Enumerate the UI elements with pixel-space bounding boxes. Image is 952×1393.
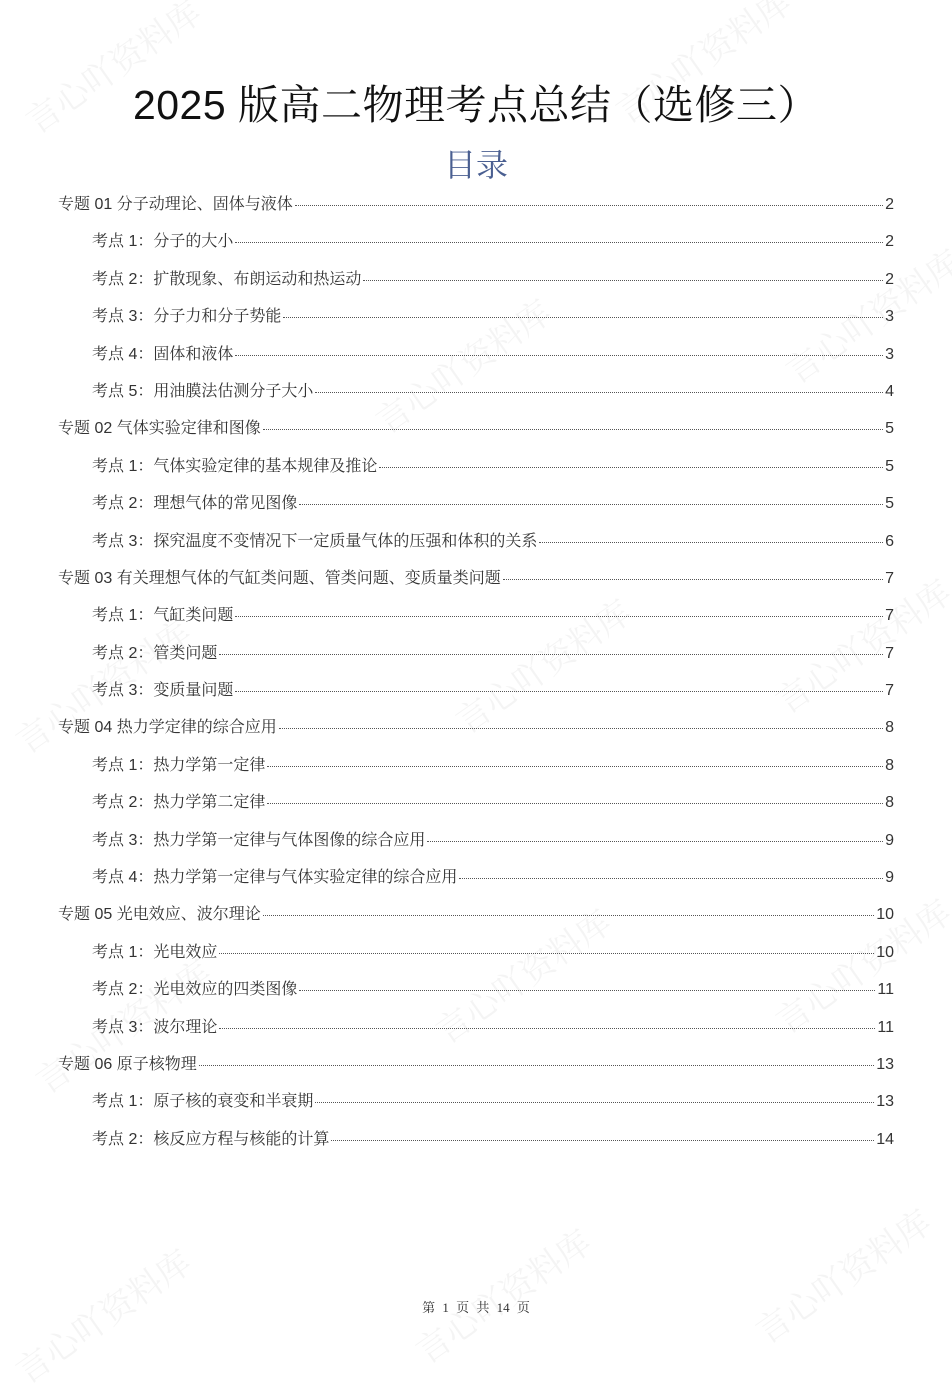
toc-entry-page: 11 [877,981,894,999]
toc-entry-label: 考点 4：热力学第一定律与气体实验定律的综合应用 [92,869,458,887]
toc-entry-page: 9 [885,831,894,849]
toc-entry-page: 14 [876,1130,894,1148]
toc-point-entry[interactable] [58,1126,894,1163]
toc-entry-page: 13 [876,1093,894,1111]
toc-entry-page: 8 [885,794,894,812]
toc-point-entry[interactable] [58,864,894,901]
toc-entry-label: 考点 3：分子力和分子势能 [92,308,282,326]
toc-entry-label: 考点 1：热力学第一定律 [92,756,266,774]
toc-entry-page: 6 [885,532,894,550]
dot-leader [199,1065,875,1066]
toc-entry-page: 7 [885,682,894,700]
watermark [404,1216,599,1373]
toc-entry-label: 考点 1：原子核的衰变和半衰期 [92,1093,314,1111]
toc-point-entry[interactable] [58,266,894,303]
toc-entry-page: 2 [885,196,894,213]
toc-entry-label: 考点 2：管类问题 [92,644,218,662]
dot-leader [363,280,883,281]
toc-entry-page: 3 [885,308,894,326]
toc-point-entry[interactable] [58,528,894,565]
toc-entry-label: 专题 02 气体实验定律和图像 [58,420,261,438]
toc-topic-entry[interactable] [58,714,894,751]
toc-point-entry[interactable] [58,602,894,639]
toc-entry-page: 8 [885,719,894,737]
toc-entry-label: 考点 2：热力学第二定律 [92,794,266,812]
dot-leader [219,1028,875,1029]
toc-topic-entry[interactable] [58,415,894,452]
dot-leader [299,504,883,505]
toc-entry-page: 7 [885,644,894,662]
toc-entry-page: 7 [885,607,894,625]
toc-point-entry[interactable] [58,789,894,826]
toc-topic-entry[interactable] [58,191,894,228]
toc-entry-label: 考点 2：核反应方程与核能的计算 [92,1130,330,1148]
toc-heading: 目录 [443,147,508,183]
toc-point-entry[interactable] [58,939,894,976]
toc-point-entry[interactable] [58,640,894,677]
toc-entry-page: 2 [885,233,894,251]
toc-point-entry[interactable] [58,1088,894,1125]
dot-leader [295,205,883,206]
dot-leader [315,392,883,393]
toc-entry-page: 4 [885,382,894,400]
toc-entry-page: 7 [885,569,894,587]
dot-leader [283,317,883,318]
dot-leader [235,242,883,243]
toc-entry-page: 5 [885,457,894,475]
dot-leader [235,355,883,356]
toc-entry-label: 考点 1：分子的大小 [92,233,234,251]
toc-entry-page: 8 [885,756,894,774]
dot-leader [315,1102,874,1103]
toc-point-entry[interactable] [58,341,894,378]
toc-entry-label: 考点 4：固体和液体 [92,345,234,363]
toc-point-entry[interactable] [58,228,894,265]
toc-entry-label: 考点 1：光电效应 [92,943,218,961]
toc-entry-page: 13 [876,1055,894,1073]
dot-leader [279,728,883,729]
toc-point-entry[interactable] [58,490,894,527]
toc-entry-label: 考点 3：变质量问题 [92,682,234,700]
dot-leader [219,953,874,954]
toc-point-entry[interactable] [58,677,894,714]
toc-point-entry[interactable] [58,752,894,789]
dot-leader [235,691,883,692]
watermark [744,1196,939,1353]
toc-entry-page: 3 [885,345,894,363]
toc-entry-page: 5 [885,495,894,513]
toc-entry-label: 考点 3：热力学第一定律与气体图像的综合应用 [92,831,426,849]
document-title: 2025 版高二物理考点总结（选修三） [132,82,820,128]
dot-leader [263,429,883,430]
toc-entry-page: 9 [885,869,894,887]
toc-entry-label: 考点 2：光电效应的四类图像 [92,981,298,999]
toc-entry-page: 2 [885,270,894,288]
toc-entry-page: 10 [876,906,894,924]
toc-point-entry[interactable] [58,1014,894,1051]
toc-point-entry[interactable] [58,303,894,340]
toc-entry-label: 专题 03 有关理想气体的气缸类问题、管类问题、变质量类问题 [58,569,501,587]
toc-entry-label: 考点 5：用油膜法估测分子大小 [92,382,314,400]
toc-entry-label: 考点 1：气缸类问题 [92,607,234,625]
toc-topic-entry[interactable] [58,1051,894,1088]
dot-leader [267,766,883,767]
dot-leader [379,467,883,468]
dot-leader [219,654,883,655]
toc-point-entry[interactable] [58,976,894,1013]
toc-entry-label: 专题 04 热力学定律的综合应用 [58,719,277,737]
toc-topic-entry[interactable] [58,565,894,602]
dot-leader [299,990,875,991]
dot-leader [235,616,883,617]
dot-leader [503,579,883,580]
toc-entry-label: 考点 3：波尔理论 [92,1018,218,1036]
toc-entry-label: 专题 01 分子动理论、固体与液体 [58,196,293,213]
toc-point-entry[interactable] [58,378,894,415]
toc-entry-label: 专题 06 原子核物理 [58,1055,197,1073]
toc-entry-page: 11 [877,1018,894,1036]
toc-entry-label: 考点 3：探究温度不变情况下一定质量气体的压强和体积的关系 [92,532,538,550]
dot-leader [427,841,883,842]
toc-entry-page: 5 [885,420,894,438]
toc-entry-label: 考点 2：扩散现象、布朗运动和热运动 [92,270,362,288]
toc-entry-page: 10 [876,943,894,961]
toc-entry-label: 考点 1：气体实验定律的基本规律及推论 [92,457,378,475]
dot-leader [267,803,883,804]
table-of-contents [58,191,894,1163]
toc-entry-label: 专题 05 光电效应、波尔理论 [58,906,261,924]
dot-leader [331,1140,874,1141]
toc-point-entry[interactable] [58,453,894,490]
dot-leader [539,542,883,543]
toc-entry-label: 考点 2：理想气体的常见图像 [92,495,298,513]
dot-leader [263,915,875,916]
dot-leader [459,878,883,879]
toc-point-entry[interactable] [58,827,894,864]
page-indicator: 第 1 页 共 14 页 [422,1300,530,1315]
toc-topic-entry[interactable] [58,901,894,938]
